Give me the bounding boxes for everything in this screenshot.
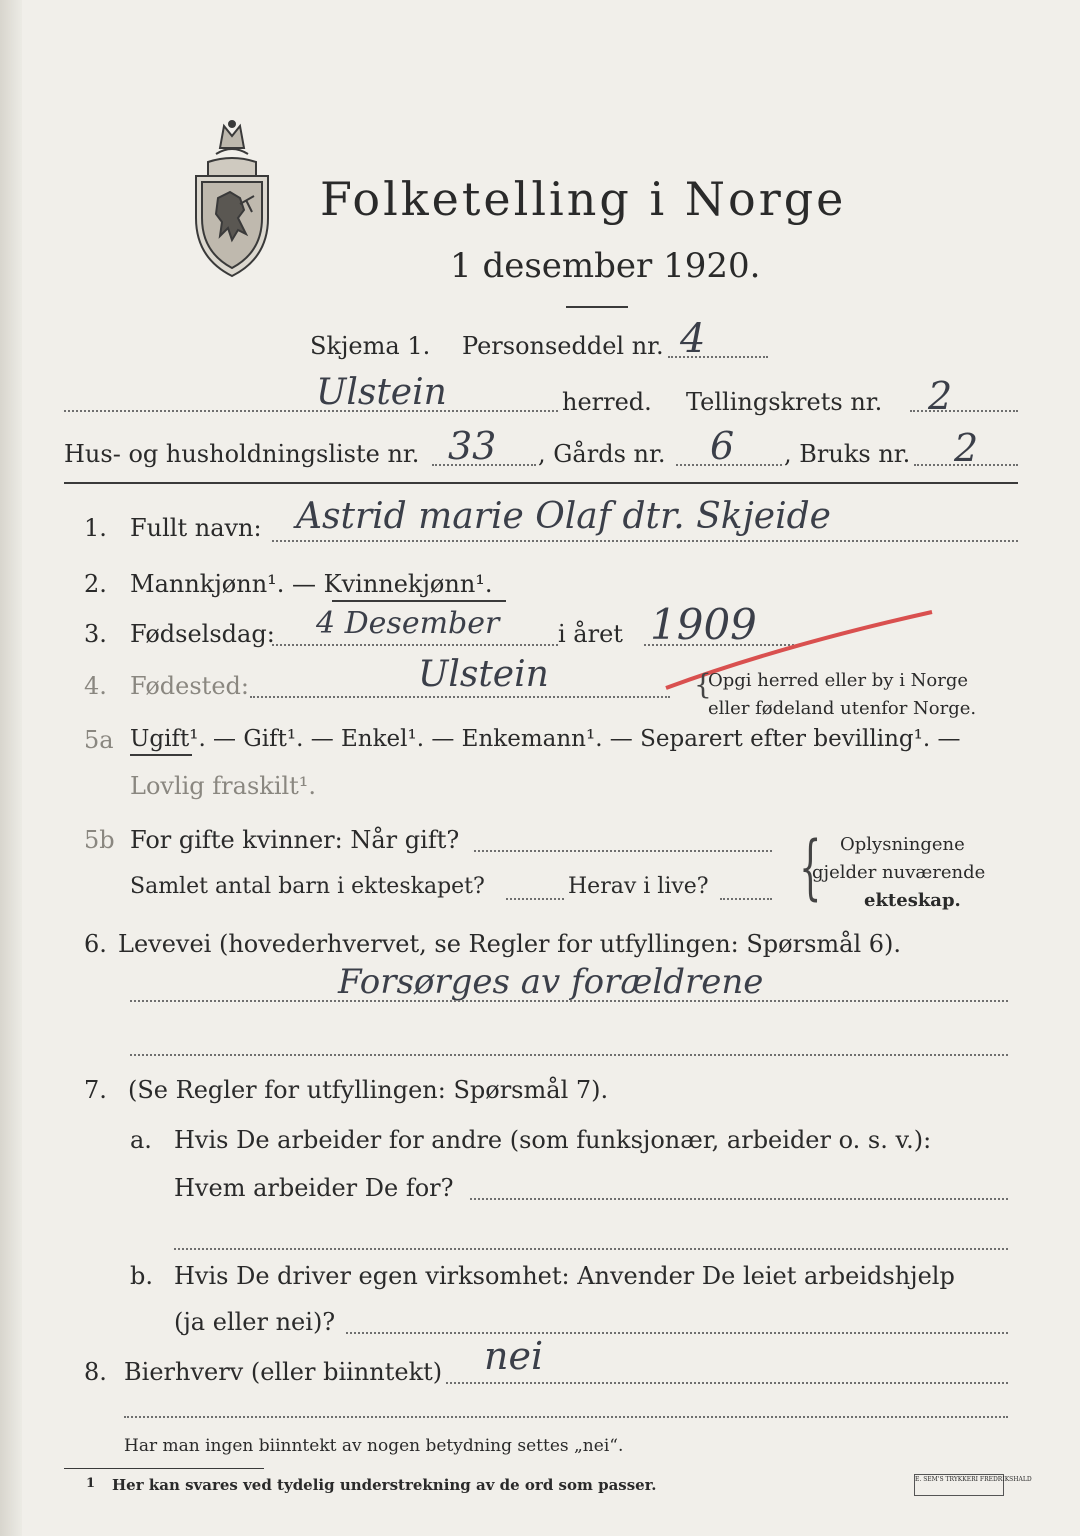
personseddel-label: Personseddel nr. <box>462 332 664 360</box>
q7b-number: b. <box>130 1262 153 1290</box>
q1-number: 1. <box>84 514 107 542</box>
q8-number: 8. <box>84 1358 107 1386</box>
q5b-married-label: For gifte kvinner: Når gift? <box>130 826 460 854</box>
children-count-field-line <box>506 898 564 900</box>
side-income-field-line-2 <box>124 1416 1008 1418</box>
year-label: i året <box>558 620 623 648</box>
q4-brace: { <box>694 668 712 701</box>
full-name-value[interactable]: Astrid marie Olaf dtr. Skjeide <box>296 496 831 537</box>
occupation-field-line-1 <box>130 1000 1008 1002</box>
tellingskrets-label: Tellingskrets nr. <box>686 388 883 416</box>
birthday-field-line <box>272 644 558 646</box>
children-count-label: Samlet antal barn i ekteskapet? <box>130 874 485 899</box>
q8-label: Bierhverv (eller biinntekt) <box>124 1358 443 1386</box>
occupation-value[interactable]: Forsørges av forældrene <box>338 962 764 1002</box>
q3-label: Fødselsdag: <box>130 620 275 648</box>
footnote-number: 1 <box>86 1476 96 1491</box>
q7a-line1: Hvis De arbeider for andre (som funksjonær, arbeider o. s. v.): <box>174 1126 932 1154</box>
gender-underline <box>332 600 506 602</box>
q3-number: 3. <box>84 620 107 648</box>
skjema-label: Skjema 1. <box>310 332 431 360</box>
hired-help-field-line <box>346 1332 1008 1334</box>
q5a-number: 5a <box>84 726 114 754</box>
hus-label: Hus- og husholdningsliste nr. <box>64 440 420 468</box>
printer-stamp: E. SEM'S TRYKKERI FREDRIKSHALD <box>914 1474 1004 1496</box>
title-divider <box>566 306 628 308</box>
herred-value[interactable]: Ulstein <box>316 372 447 413</box>
divorced-option: Lovlig fraskilt¹. <box>130 772 317 800</box>
side-income-value[interactable]: nei <box>484 1334 544 1378</box>
q5b-note-line3: ekteskap. <box>864 890 961 911</box>
footnote-text: Her kan svares ved tydelig understrekning av de ord som passer. <box>112 1476 657 1494</box>
tellingskrets-value[interactable]: 2 <box>928 374 953 418</box>
paper-edge <box>0 0 22 1536</box>
q7b-line1: Hvis De driver egen virksomhet: Anvender De leiet arbeidshjelp <box>174 1262 955 1290</box>
q4-number: 4. <box>84 672 107 700</box>
q5b-brace: { <box>799 826 822 908</box>
gards-value[interactable]: 6 <box>710 424 735 468</box>
q6-label: Levevei (hovederhvervet, se Regler for utfyllingen: Spørsmål 6). <box>118 930 902 958</box>
norway-coat-of-arms-icon <box>188 118 276 280</box>
census-date: 1 desember 1920. <box>450 246 761 286</box>
married-date-field-line <box>474 850 772 852</box>
q1-label: Fullt navn: <box>130 514 262 542</box>
footer-note: Har man ingen biinntekt av nogen betydning settes „nei“. <box>124 1436 624 1456</box>
herred-field-line <box>64 410 558 412</box>
herred-label: herred. <box>562 388 652 416</box>
q2-number: 2. <box>84 570 107 598</box>
personseddel-value[interactable]: 4 <box>680 316 706 362</box>
birthplace-value[interactable]: Ulstein <box>418 654 549 695</box>
q1-field-line <box>272 540 1018 542</box>
q4-label: Fødested: <box>130 672 249 700</box>
birth-year-value[interactable]: 1909 <box>650 600 757 649</box>
q5b-note-line1: Oplysningene <box>840 834 965 855</box>
q7-number: 7. <box>84 1076 107 1104</box>
q7a-number: a. <box>130 1126 152 1154</box>
gards-label: , Gårds nr. <box>538 440 666 468</box>
q7b-line2: (ja eller nei)? <box>174 1308 336 1336</box>
form-title: Folketelling i Norge <box>320 172 847 226</box>
hus-value[interactable]: 33 <box>448 424 497 468</box>
q6-number: 6. <box>84 930 107 958</box>
q5b-note-line2: gjelder nuværende <box>812 862 986 883</box>
marital-underline <box>130 754 192 756</box>
gender-options: Mannkjønn¹. — Kvinnekjønn¹. <box>130 570 493 598</box>
children-alive-field-line <box>720 898 772 900</box>
children-alive-label: Herav i live? <box>568 874 709 899</box>
occupation-field-line-2 <box>130 1054 1008 1056</box>
header-separator <box>64 482 1018 484</box>
bruks-value[interactable]: 2 <box>954 426 979 470</box>
birthday-value[interactable]: 4 Desember <box>316 606 500 641</box>
tellingskrets-field-line <box>910 410 1018 412</box>
employer-field-line <box>470 1198 1008 1200</box>
footnote-rule <box>64 1468 264 1469</box>
q7-label: (Se Regler for utfyllingen: Spørsmål 7). <box>128 1076 609 1104</box>
marital-status-options: Ugift¹. — Gift¹. — Enkel¹. — Enkemann¹. — Separert efter bevilling¹. — <box>130 726 961 752</box>
q5b-number: 5b <box>84 826 115 854</box>
q7a-line2: Hvem arbeider De for? <box>174 1174 454 1202</box>
birthplace-field-line <box>250 696 670 698</box>
employer-field-line-2 <box>174 1248 1008 1250</box>
bruks-label: , Bruks nr. <box>784 440 911 468</box>
q4-note-line2: eller fødeland utenfor Norge. <box>708 698 977 719</box>
side-income-field-line <box>446 1382 1008 1384</box>
q4-note-line1: Opgi herred eller by i Norge <box>708 670 969 691</box>
